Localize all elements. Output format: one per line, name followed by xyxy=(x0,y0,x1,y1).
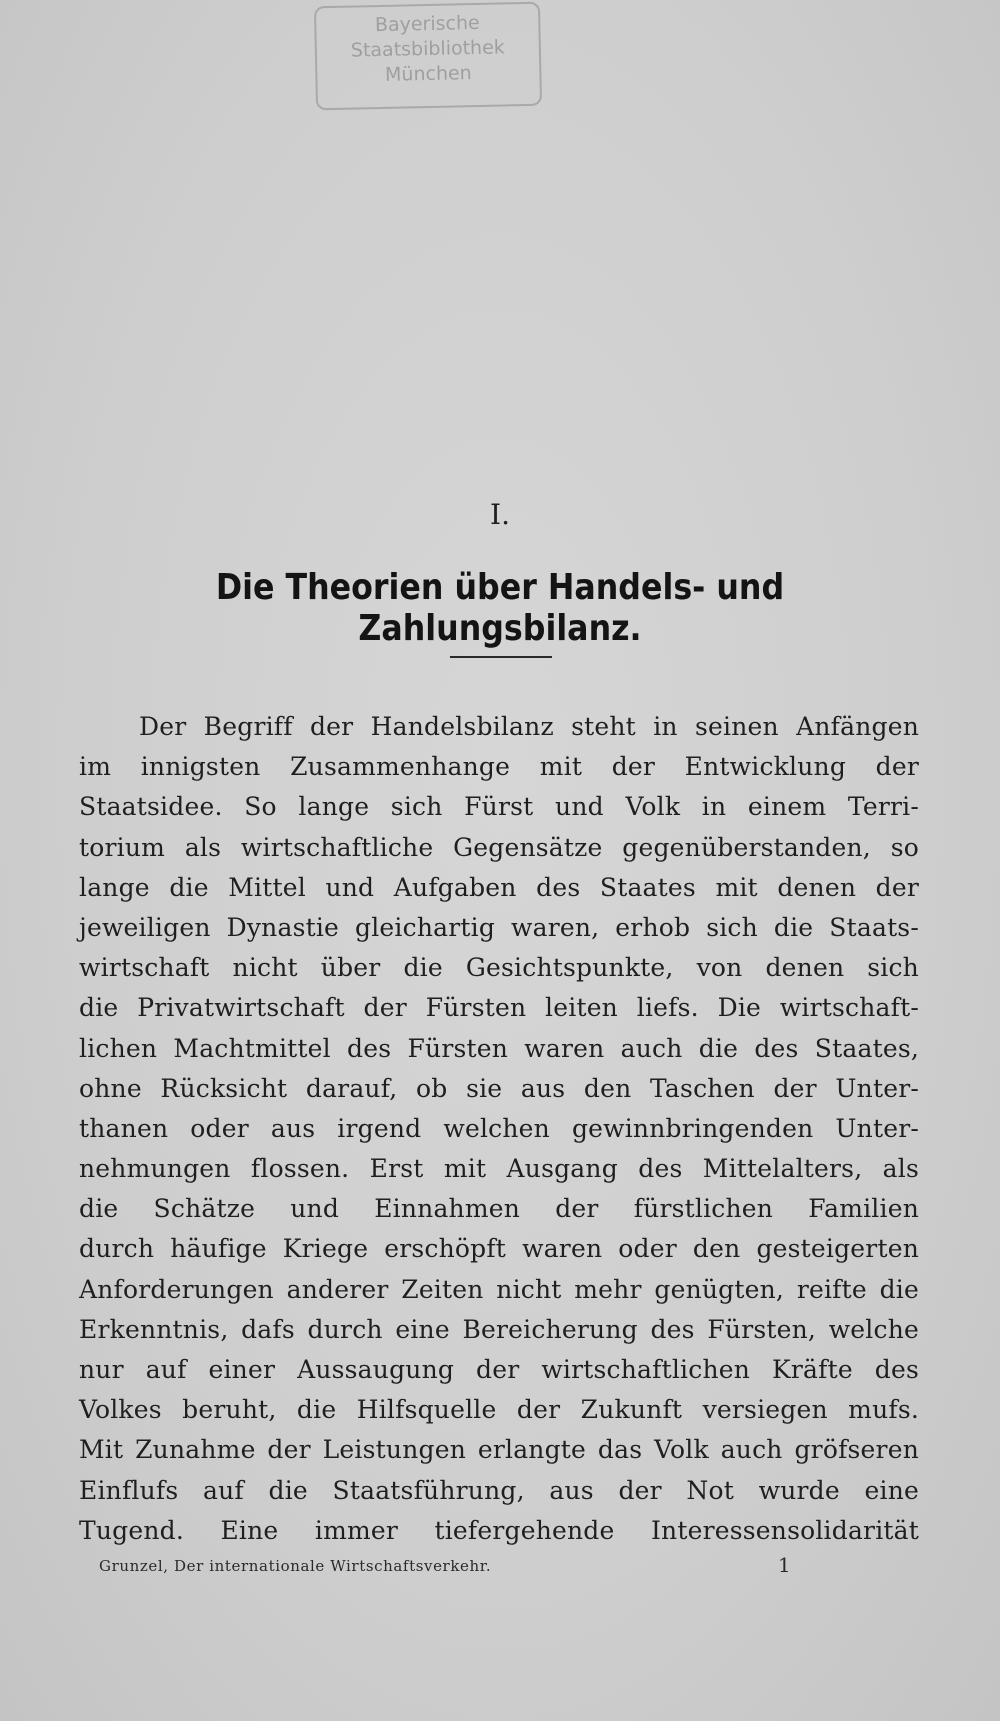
text-line: jeweiligen Dynastie gleichartig waren, erhob sich die Staats- xyxy=(79,912,919,942)
text-line: ohne Rücksicht darauf, ob sie aus den Taschen der Unter- xyxy=(79,1073,919,1103)
text-line: Mit Zunahme der Leistungen erlangte das Volk auch gröfseren xyxy=(79,1435,919,1465)
library-stamp xyxy=(314,2,542,111)
text-line: nehmungen flossen. Erst mit Ausgang des Mittelalters, als xyxy=(79,1154,919,1184)
text-line: die Privatwirtschaft der Fürsten leiten liefs. Die wirtschaft- xyxy=(79,993,919,1023)
text-line: Einflufs auf die Staatsführung, aus der Not wurde eine xyxy=(79,1475,919,1505)
page-number: 1 xyxy=(778,1553,791,1577)
chapter-title: Die Theorien über Handels- und Zahlungsbilanz. xyxy=(215,567,785,649)
text-line: wirtschaft nicht über die Gesichtspunkte, von denen sich xyxy=(79,953,919,983)
printer-signature: Grunzel, Der internationale Wirtschaftsverkehr. xyxy=(99,1557,492,1575)
text-line: im innigsten Zusammenhange mit der Entwicklung der xyxy=(79,752,919,782)
text-line: Volkes beruht, die Hilfsquelle der Zukunft versiegen mufs. xyxy=(79,1395,919,1425)
text-line: lange die Mittel und Aufgaben des Staates mit denen der xyxy=(79,872,919,902)
stamp-line-2: Staatsbibliothek xyxy=(350,36,506,62)
stamp-line-1: Bayerische xyxy=(374,11,480,37)
text-line: Staatsidee. So lange sich Fürst und Volk in einem Terri- xyxy=(79,792,919,822)
title-divider xyxy=(450,656,552,658)
chapter-number: I. xyxy=(490,498,510,531)
text-line: lichen Machtmittel des Fürsten waren auch die des Staates, xyxy=(79,1033,919,1063)
text-line: torium als wirtschaftliche Gegensätze gegenüberstanden, so xyxy=(79,832,919,862)
text-line: Erkenntnis, dafs durch eine Bereicherung des Fürsten, welche xyxy=(79,1314,919,1344)
stamp-line-3: München xyxy=(384,62,472,86)
text-line: Der Begriff der Handelsbilanz steht in seinen Anfängen xyxy=(139,712,919,741)
text-line: nur auf einer Aussaugung der wirtschaftlichen Kräfte des xyxy=(79,1355,919,1384)
body-paragraph xyxy=(79,707,919,1551)
text-line: Anforderungen anderer Zeiten nicht mehr genügten, reifte die xyxy=(79,1274,919,1304)
text-line: thanen oder aus irgend welchen gewinnbringenden Unter- xyxy=(79,1113,919,1143)
text-line: Tugend. Eine immer tiefergehende Interessensolidarität xyxy=(79,1515,919,1545)
text-line: durch häufige Kriege erschöpft waren oder den gesteigerten xyxy=(79,1234,919,1264)
text-line: die Schätze und Einnahmen der fürstlichen Familien xyxy=(79,1194,919,1224)
